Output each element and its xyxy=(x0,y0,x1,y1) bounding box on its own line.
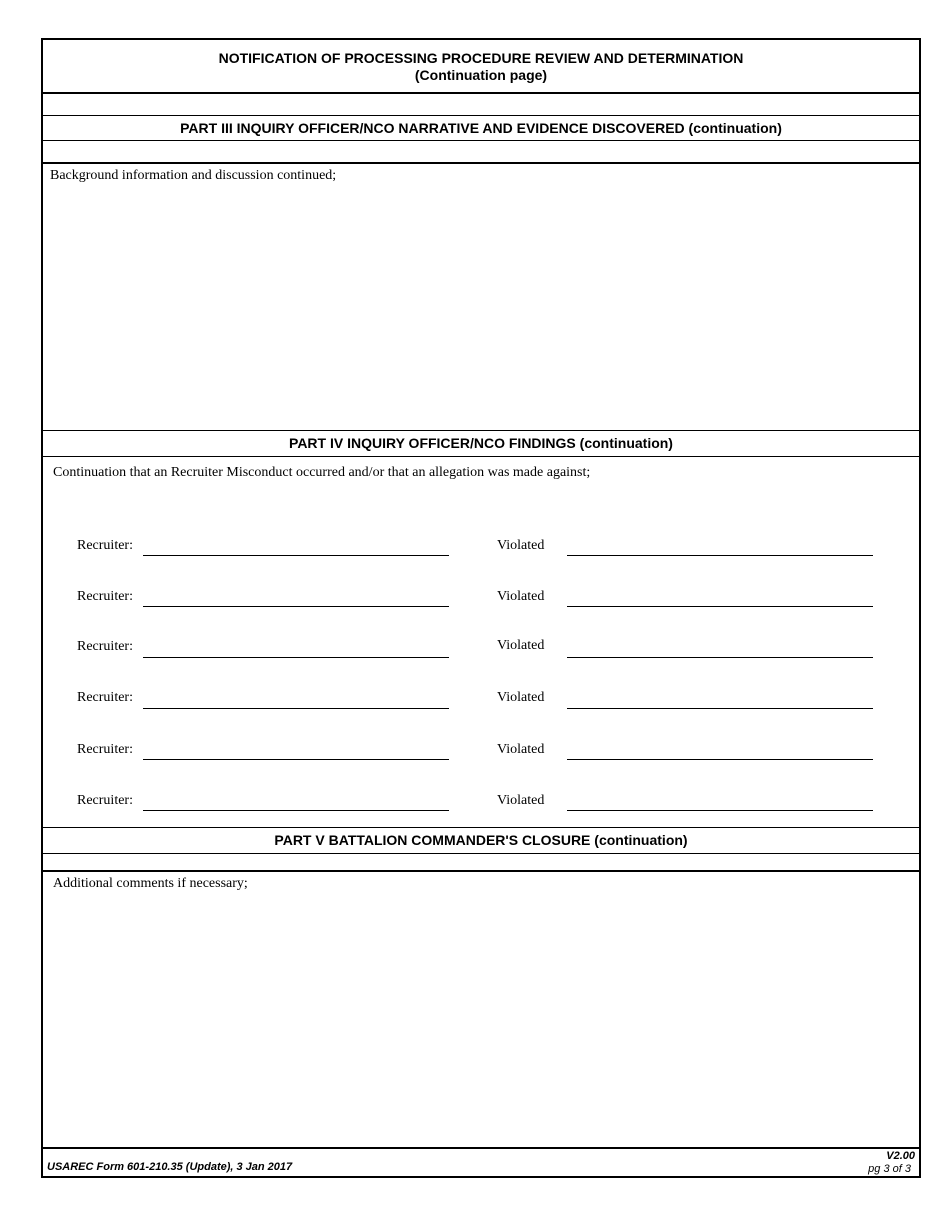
violated-field[interactable] xyxy=(567,657,873,658)
page-number: pg 3 of 3 xyxy=(868,1163,911,1175)
violated-label: Violated xyxy=(497,589,545,604)
form-title-line2: (Continuation page) xyxy=(414,67,548,83)
violated-field[interactable] xyxy=(567,810,873,811)
violated-label: Violated xyxy=(497,538,545,553)
divider xyxy=(43,162,919,164)
divider xyxy=(43,140,919,141)
recruiter-label: Recruiter: xyxy=(77,639,133,654)
violated-label: Violated xyxy=(497,690,545,705)
divider xyxy=(43,430,919,431)
violated-field[interactable] xyxy=(567,759,873,760)
form-title-line1: NOTIFICATION OF PROCESSING PROCEDURE REVIEW AND DETERMINATION xyxy=(218,50,744,66)
divider xyxy=(43,827,919,828)
recruiter-label: Recruiter: xyxy=(77,690,133,705)
divider xyxy=(43,115,919,116)
part4-intro: Continuation that an Recruiter Misconduct occurred and/or that an allegation was made against; xyxy=(53,465,591,480)
violated-field[interactable] xyxy=(567,606,873,607)
violated-field[interactable] xyxy=(567,555,873,556)
part5-heading: PART V BATTALION COMMANDER'S CLOSURE (continuation) xyxy=(274,832,688,848)
form-number: USAREC Form 601-210.35 (Update), 3 Jan 2017 xyxy=(47,1161,293,1173)
recruiter-field[interactable] xyxy=(143,810,449,811)
part3-heading: PART III INQUIRY OFFICER/NCO NARRATIVE AND EVIDENCE DISCOVERED (continuation) xyxy=(180,120,782,136)
divider xyxy=(43,870,919,872)
violated-label: Violated xyxy=(497,638,545,653)
part4-heading: PART IV INQUIRY OFFICER/NCO FINDINGS (continuation) xyxy=(289,435,673,451)
form-title xyxy=(43,50,919,84)
recruiter-label: Recruiter: xyxy=(77,742,133,757)
recruiter-field[interactable] xyxy=(143,708,449,709)
background-discussion-field[interactable] xyxy=(47,190,915,430)
violated-field[interactable] xyxy=(567,708,873,709)
divider xyxy=(43,853,919,854)
recruiter-field[interactable] xyxy=(143,606,449,607)
part3-label: Background information and discussion continued; xyxy=(50,168,337,183)
divider xyxy=(43,456,919,457)
recruiter-label: Recruiter: xyxy=(77,793,133,808)
violated-label: Violated xyxy=(497,793,545,808)
form-version: V2.00 xyxy=(886,1150,915,1162)
form-page xyxy=(41,38,921,1178)
divider xyxy=(43,92,919,94)
additional-comments-field[interactable] xyxy=(47,898,915,1146)
part5-label: Additional comments if necessary; xyxy=(53,876,248,891)
recruiter-label: Recruiter: xyxy=(77,589,133,604)
recruiter-field[interactable] xyxy=(143,555,449,556)
recruiter-field[interactable] xyxy=(143,759,449,760)
footer-divider xyxy=(43,1147,919,1149)
recruiter-label: Recruiter: xyxy=(77,538,133,553)
recruiter-field[interactable] xyxy=(143,657,449,658)
violated-label: Violated xyxy=(497,742,545,757)
